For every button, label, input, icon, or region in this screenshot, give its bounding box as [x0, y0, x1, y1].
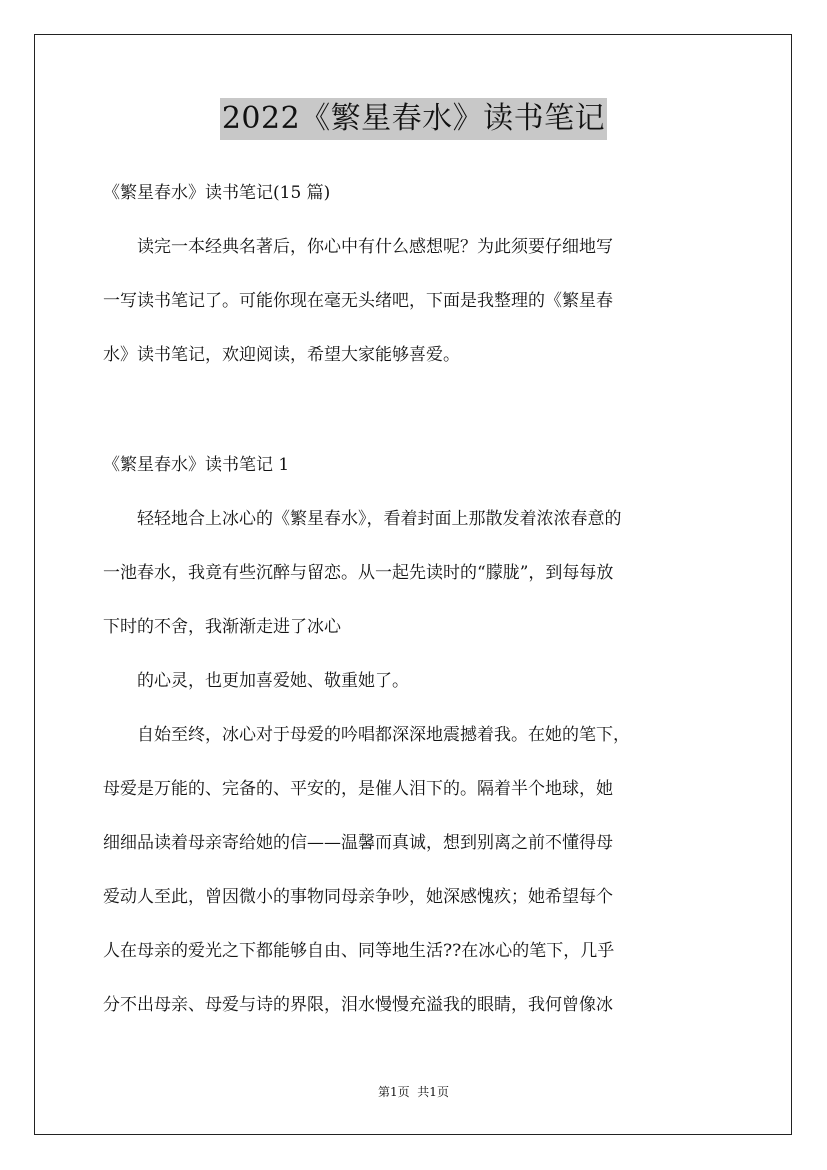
paragraph-line: 的心灵，也更加喜爱她、敬重她了。 — [103, 671, 409, 691]
paragraph-line: 人在母亲的爱光之下都能够自由、同等地生活??在冰心的笔下，几乎 — [103, 941, 615, 961]
paragraph-3 — [103, 708, 733, 1032]
intro-line: 读完一本经典名著后，你心中有什么感想呢？为此须要仔细地写 — [103, 237, 613, 257]
document-title: 2022《繁星春水》读书笔记 — [220, 98, 607, 140]
intro-line: 一写读书笔记了。可能你现在毫无头绪吧，下面是我整理的《繁星春 — [103, 291, 613, 311]
section-heading: 《繁星春水》读书笔记 1 — [103, 455, 290, 475]
paragraph-line: 下时的不舍，我渐渐走进了冰心 — [103, 617, 341, 637]
paragraph-line: 细细品读着母亲寄给她的信——温馨而真诚，想到别离之前不懂得母 — [103, 833, 613, 853]
paragraph-1 — [103, 492, 733, 654]
paragraph-line: 爱动人至此，曾因微小的事物同母亲争吵，她深感愧疚；她希望每个 — [103, 887, 613, 907]
intro-paragraph — [103, 220, 733, 382]
paragraph-2 — [103, 654, 733, 708]
paragraph-line: 一池春水，我竟有些沉醉与留恋。从一起先读时的“朦胧”，到每每放 — [103, 563, 614, 583]
paragraph-line: 轻轻地合上冰心的《繁星春水》，看着封面上那散发着浓浓春意的 — [103, 509, 622, 529]
paragraph-line: 自始至终，冰心对于母爱的吟唱都深深地震撼着我。在她的笔下， — [103, 725, 630, 745]
document-subtitle: 《繁星春水》读书笔记(15 篇) — [103, 183, 331, 203]
page-number-footer: 第1页 共1页 — [378, 1085, 449, 1099]
title-container — [0, 98, 827, 140]
paragraph-line: 分不出母亲、母爱与诗的界限，泪水慢慢充溢我的眼睛，我何曾像冰 — [103, 995, 613, 1015]
intro-line: 水》读书笔记，欢迎阅读，希望大家能够喜爱。 — [103, 345, 460, 365]
paragraph-line: 母爱是万能的、完备的、平安的，是催人泪下的。隔着半个地球，她 — [103, 779, 613, 799]
